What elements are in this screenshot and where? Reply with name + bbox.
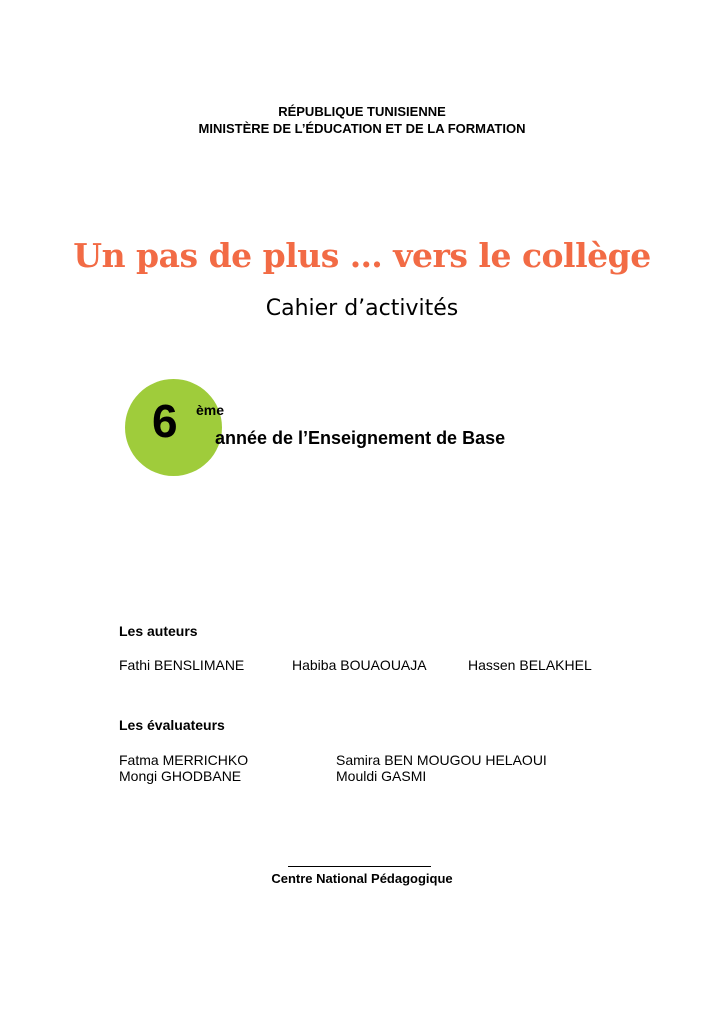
author-name: Hassen BELAKHEL (468, 657, 592, 673)
evaluator-name: Fatma MERRICHKO (119, 752, 249, 768)
book-subtitle: Cahier d’activités (265, 296, 459, 321)
evaluator-name: Mouldi GASMI (336, 768, 427, 784)
evaluator-name: Samira BEN MOUGOU HELAOUI (336, 752, 547, 768)
grade-number: 6 (152, 395, 178, 447)
publisher-name: Centre National Pédagogique (271, 871, 453, 886)
authors-label: Les auteurs (119, 623, 198, 639)
country-heading: RÉPUBLIQUE TUNISIENNE (278, 104, 446, 119)
evaluator-name: Mongi GHODBANE (119, 768, 242, 784)
author-name: Habiba BOUAOUAJA (292, 657, 427, 673)
ministry-heading: MINISTÈRE DE L’ÉDUCATION ET DE LA FORMATION (198, 121, 526, 136)
grade-text: année de l’Enseignement de Base (215, 428, 506, 448)
book-title: Un pas de plus … vers le collège (73, 236, 651, 275)
grade-superscript: ème (196, 402, 225, 418)
footer-rule (288, 866, 431, 867)
evaluators-label: Les évaluateurs (119, 717, 225, 733)
author-name: Fathi BENSLIMANE (119, 657, 245, 673)
